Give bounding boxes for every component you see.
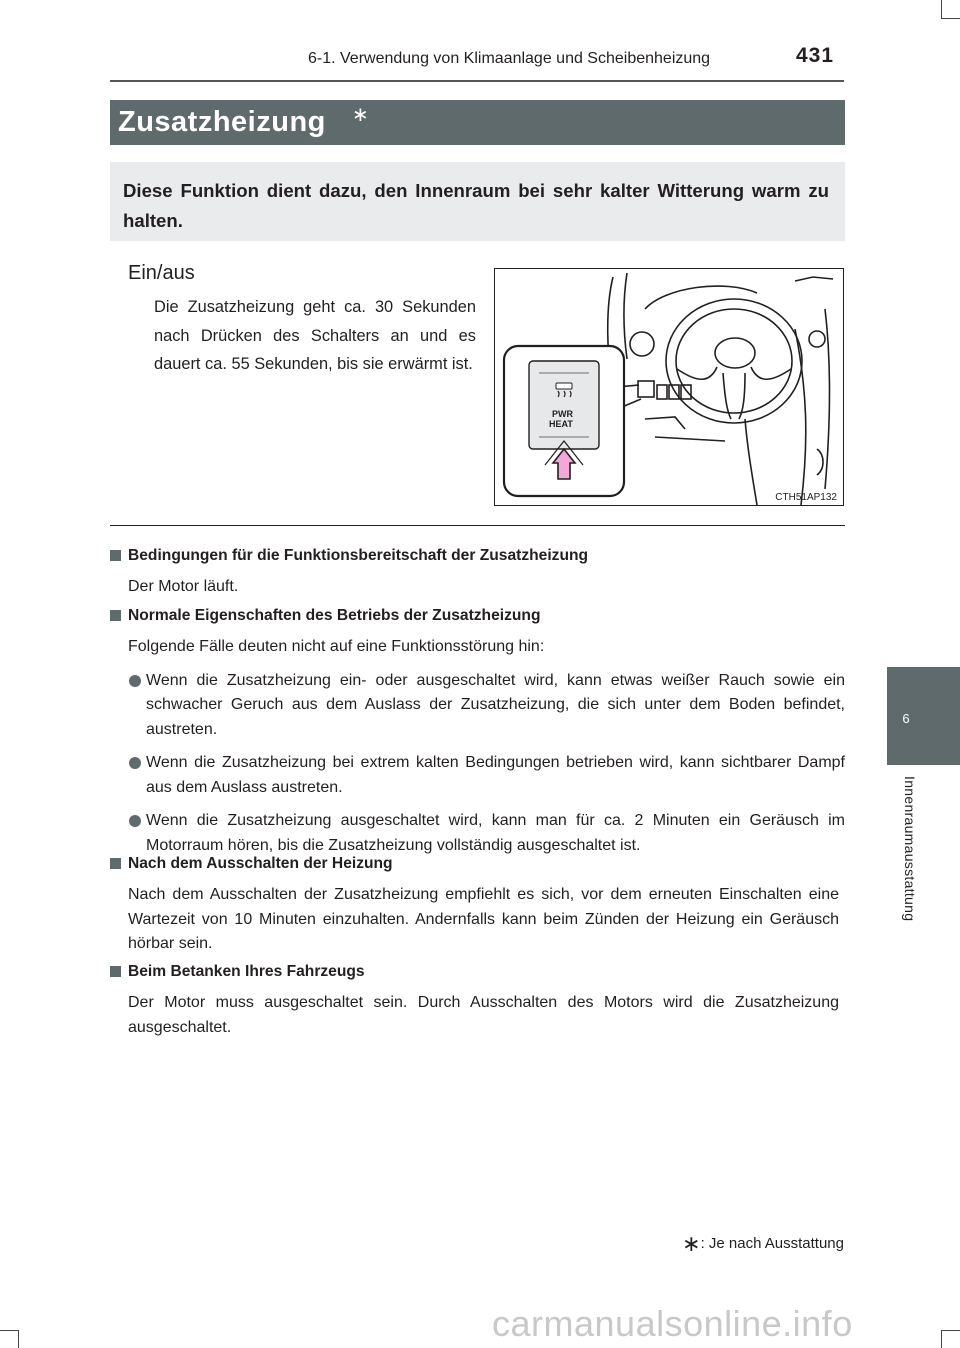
- crop-mark: [18, 1330, 19, 1348]
- footnote-text: : Je nach Ausstattung: [700, 1235, 844, 1252]
- list-item: [128, 751, 845, 800]
- section-text: Folgende Fälle deuten nicht auf eine Funktionsstörung hin:: [128, 638, 545, 655]
- list-item: [128, 669, 845, 743]
- title-bar: [110, 100, 845, 145]
- chapter-label: Innenraumausstattung: [902, 776, 918, 922]
- section-heading: [110, 546, 845, 566]
- section-heading-text: Nach dem Ausschalten der Heizung: [128, 855, 393, 872]
- chapter-number: 6: [902, 711, 910, 726]
- section-heading-text: Bedingungen für die Funktionsbereitschaft der Zusatzheizung: [128, 547, 589, 564]
- crop-mark: [0, 1330, 18, 1331]
- section-normal-behavior: [110, 606, 845, 858]
- section-heading-text: Normale Eigenschaften des Betriebs der Zusatzheizung: [128, 607, 541, 624]
- list-item: [128, 809, 845, 858]
- crop-mark: [941, 1330, 960, 1331]
- section-after-switch-off: [110, 854, 845, 957]
- crop-mark: [941, 0, 942, 18]
- section-header: 6-1. Verwendung von Klimaanlage und Scheibenheizung: [308, 50, 711, 67]
- section-text: Nach dem Ausschalten der Zusatzheizung empfiehlt es sich, vor dem erneuten Einschalten eine Wartezeit von 10 Minuten einzuhalten. Andernfalls kann beim Zünden der Heizung ein Geräusch hörbar sein.: [128, 886, 839, 952]
- list-item-text: Wenn die Zusatzheizung ausgeschaltet wird, kann man für ca. 2 Minuten ein Geräusch im Motorraum hören, bis die Zusatzheizung vollständig ausgeschaltet ist.: [146, 812, 845, 854]
- section-heading-text: Beim Betanken Ihres Fahrzeugs: [128, 963, 365, 980]
- round-bullet-icon: [129, 815, 141, 827]
- dashboard-illustration: [495, 269, 844, 506]
- round-bullet-icon: [129, 757, 141, 769]
- section-heading: [110, 962, 845, 982]
- footnote-marker: ∗: [682, 1231, 701, 1256]
- figure-illustration: [494, 268, 844, 506]
- section-heading: [110, 606, 845, 626]
- crop-mark: [941, 18, 960, 19]
- list-item-text: Wenn die Zusatzheizung ein- oder ausgeschaltet wird, kann etwas weißer Rauch sowie ein schwacher Geruch aus dem Auslass der Zusatzheizung, die sich unter dem Boden befindet, austreten.: [146, 671, 845, 738]
- list-item-text: Wenn die Zusatzheizung bei extrem kalten Bedingungen betrieben wird, kann sichtbarer Dampf aus dem Auslass austreten.: [146, 754, 845, 796]
- section-conditions: [110, 546, 845, 600]
- section-text: Der Motor läuft.: [128, 578, 239, 595]
- footnote: [682, 1231, 844, 1257]
- page-number: 431: [796, 44, 835, 67]
- title-footnote-marker: ∗: [352, 104, 369, 126]
- square-bullet-icon: [110, 610, 121, 621]
- figure-code: CTH51AP132: [775, 492, 837, 503]
- item-description: Die Zusatzheizung geht ca. 30 Sekunden nach Drücken des Schalters an und es dauert ca. 55 Sekunden, bis sie erwärmt ist.: [154, 298, 476, 373]
- chapter-tab: [887, 667, 960, 765]
- section-divider: [110, 525, 845, 526]
- square-bullet-icon: [110, 858, 121, 869]
- section-refueling: [110, 962, 845, 1040]
- square-bullet-icon: [110, 550, 121, 561]
- item-title: Ein/aus: [128, 262, 195, 284]
- switch-label-pwr: PWR: [552, 409, 573, 419]
- section-text: Der Motor muss ausgeschaltet sein. Durch Ausschalten des Motors wird die Zusatzheizung ausgeschaltet.: [128, 994, 839, 1036]
- header-rule: [110, 80, 844, 82]
- page-title: Zusatzheizung: [118, 106, 326, 138]
- switch-label-heat: HEAT: [549, 419, 573, 429]
- square-bullet-icon: [110, 966, 121, 977]
- round-bullet-icon: [129, 675, 141, 687]
- section-heading: [110, 854, 845, 874]
- intro-text: Diese Funktion dient dazu, den Innenraum bei sehr kalter Witterung warm zu halten.: [123, 180, 829, 231]
- crop-mark: [941, 1330, 942, 1348]
- watermark: carmanualsonline.info: [492, 1303, 853, 1344]
- intro-box: [110, 162, 845, 241]
